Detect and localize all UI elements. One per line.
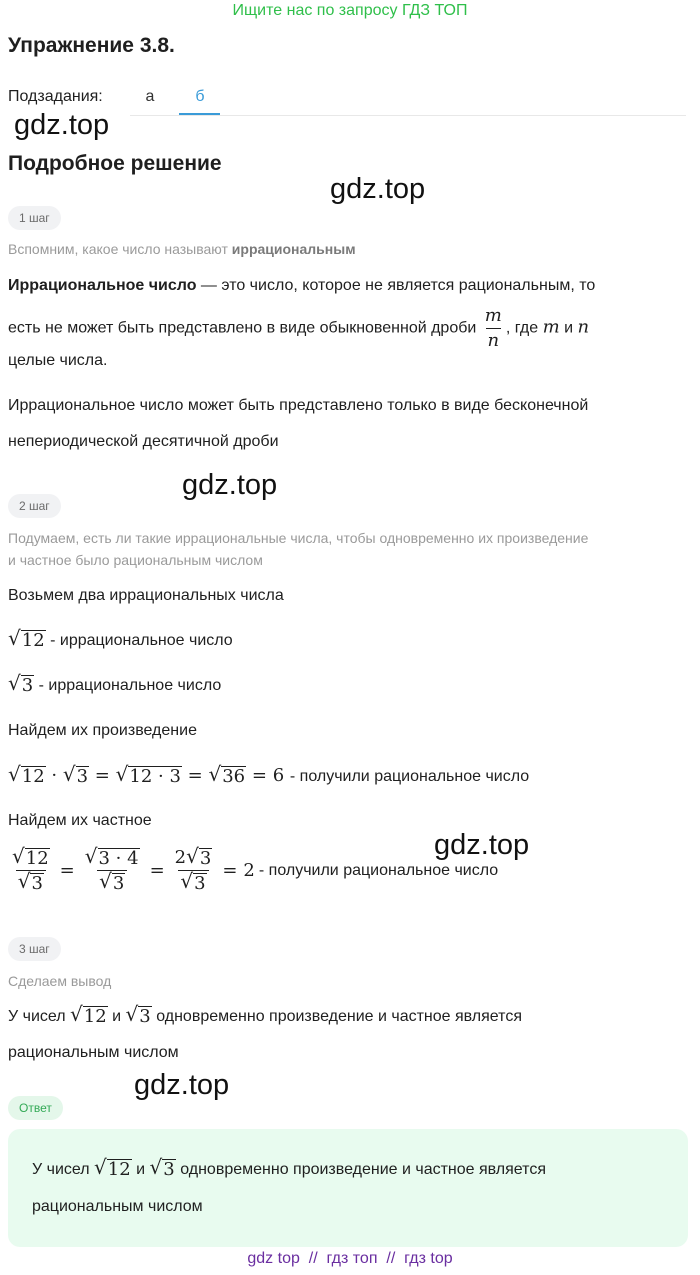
watermark: gdz.top [330,173,426,205]
step-badge: 1 шаг [8,206,61,230]
step-badge: 3 шаг [8,937,61,961]
text-line: Возьмем два иррациональных числа [8,587,284,604]
step-hint: Подумаем, есть ли такие иррациональные числа, чтобы одновременно их произведение и частное было рациональным числом [8,530,589,568]
definition-line-2: есть не может быть представлено в виде обыкновенной дроби $\frac{m}{n}$ , где m и n [8,305,590,351]
step-badge: 2 шаг [8,494,61,518]
fraction-m-over-n: $\frac{m}{n}$ [484,305,502,351]
page-title: Упражнение 3.8. [8,34,175,57]
active-tab-indicator [179,113,220,115]
watermark: gdz.top [434,829,530,861]
irrational-example-2: √ 3 - иррациональное число [8,671,222,696]
tab-subtask-a[interactable]: а [145,88,155,105]
sqrt-3: √ 3 [8,671,34,696]
definition-line-3: целые числа. [8,352,108,369]
text-line: Найдем их произведение [8,722,197,739]
irrational-example-1: √ 12 - иррациональное число [8,626,233,651]
sqrt-12: √ 12 [8,626,45,651]
paragraph-line: непериодической десятичной дроби [8,433,279,450]
watermark: gdz.top [182,469,278,501]
definition-line-1: Иррациональное число — это число, которое не является рациональным, то [8,277,596,294]
conclusion-line-2: рациональным числом [8,1044,179,1061]
conclusion-line-1: У чисел √ 12 и √ 3 одновременно произведение и частное является [8,1002,522,1027]
step-hint: Вспомним, какое число называют иррациональным [8,241,356,257]
answer-box [8,1129,688,1247]
tab-subtask-b[interactable]: б [195,88,205,105]
answer-line-2: рациональным числом [32,1198,203,1215]
product-equation: √ 12 · √ 3 = √ 12 · 3 = √ 36 = 6 - получили рациональное число [8,762,530,787]
subtasks-label: Подзадания: [8,88,103,105]
footer-links[interactable]: gdz top // гдз топ // гдз top [247,1250,453,1267]
section-title: Подробное решение [8,152,222,175]
answer-badge: Ответ [8,1096,63,1120]
watermark: gdz.top [14,109,110,141]
step-hint: Сделаем вывод [8,973,112,989]
text-line: Найдем их частное [8,812,152,829]
top-banner-link[interactable]: Ищите нас по запросу ГДЗ ТОП [232,2,468,19]
quotient-equation: √ 12 √ 3 = √ 3 · 4 √ 3 = 2 √ 3 √ 3 = 2 - получили рациональное число [12,844,499,894]
paragraph-line: Иррациональное число может быть представлено только в виде бесконечной [8,397,589,414]
tabs-divider [130,115,686,116]
watermark: gdz.top [134,1069,230,1101]
answer-line-1: У чисел √ 12 и √ 3 одновременно произведение и частное является [32,1155,546,1180]
